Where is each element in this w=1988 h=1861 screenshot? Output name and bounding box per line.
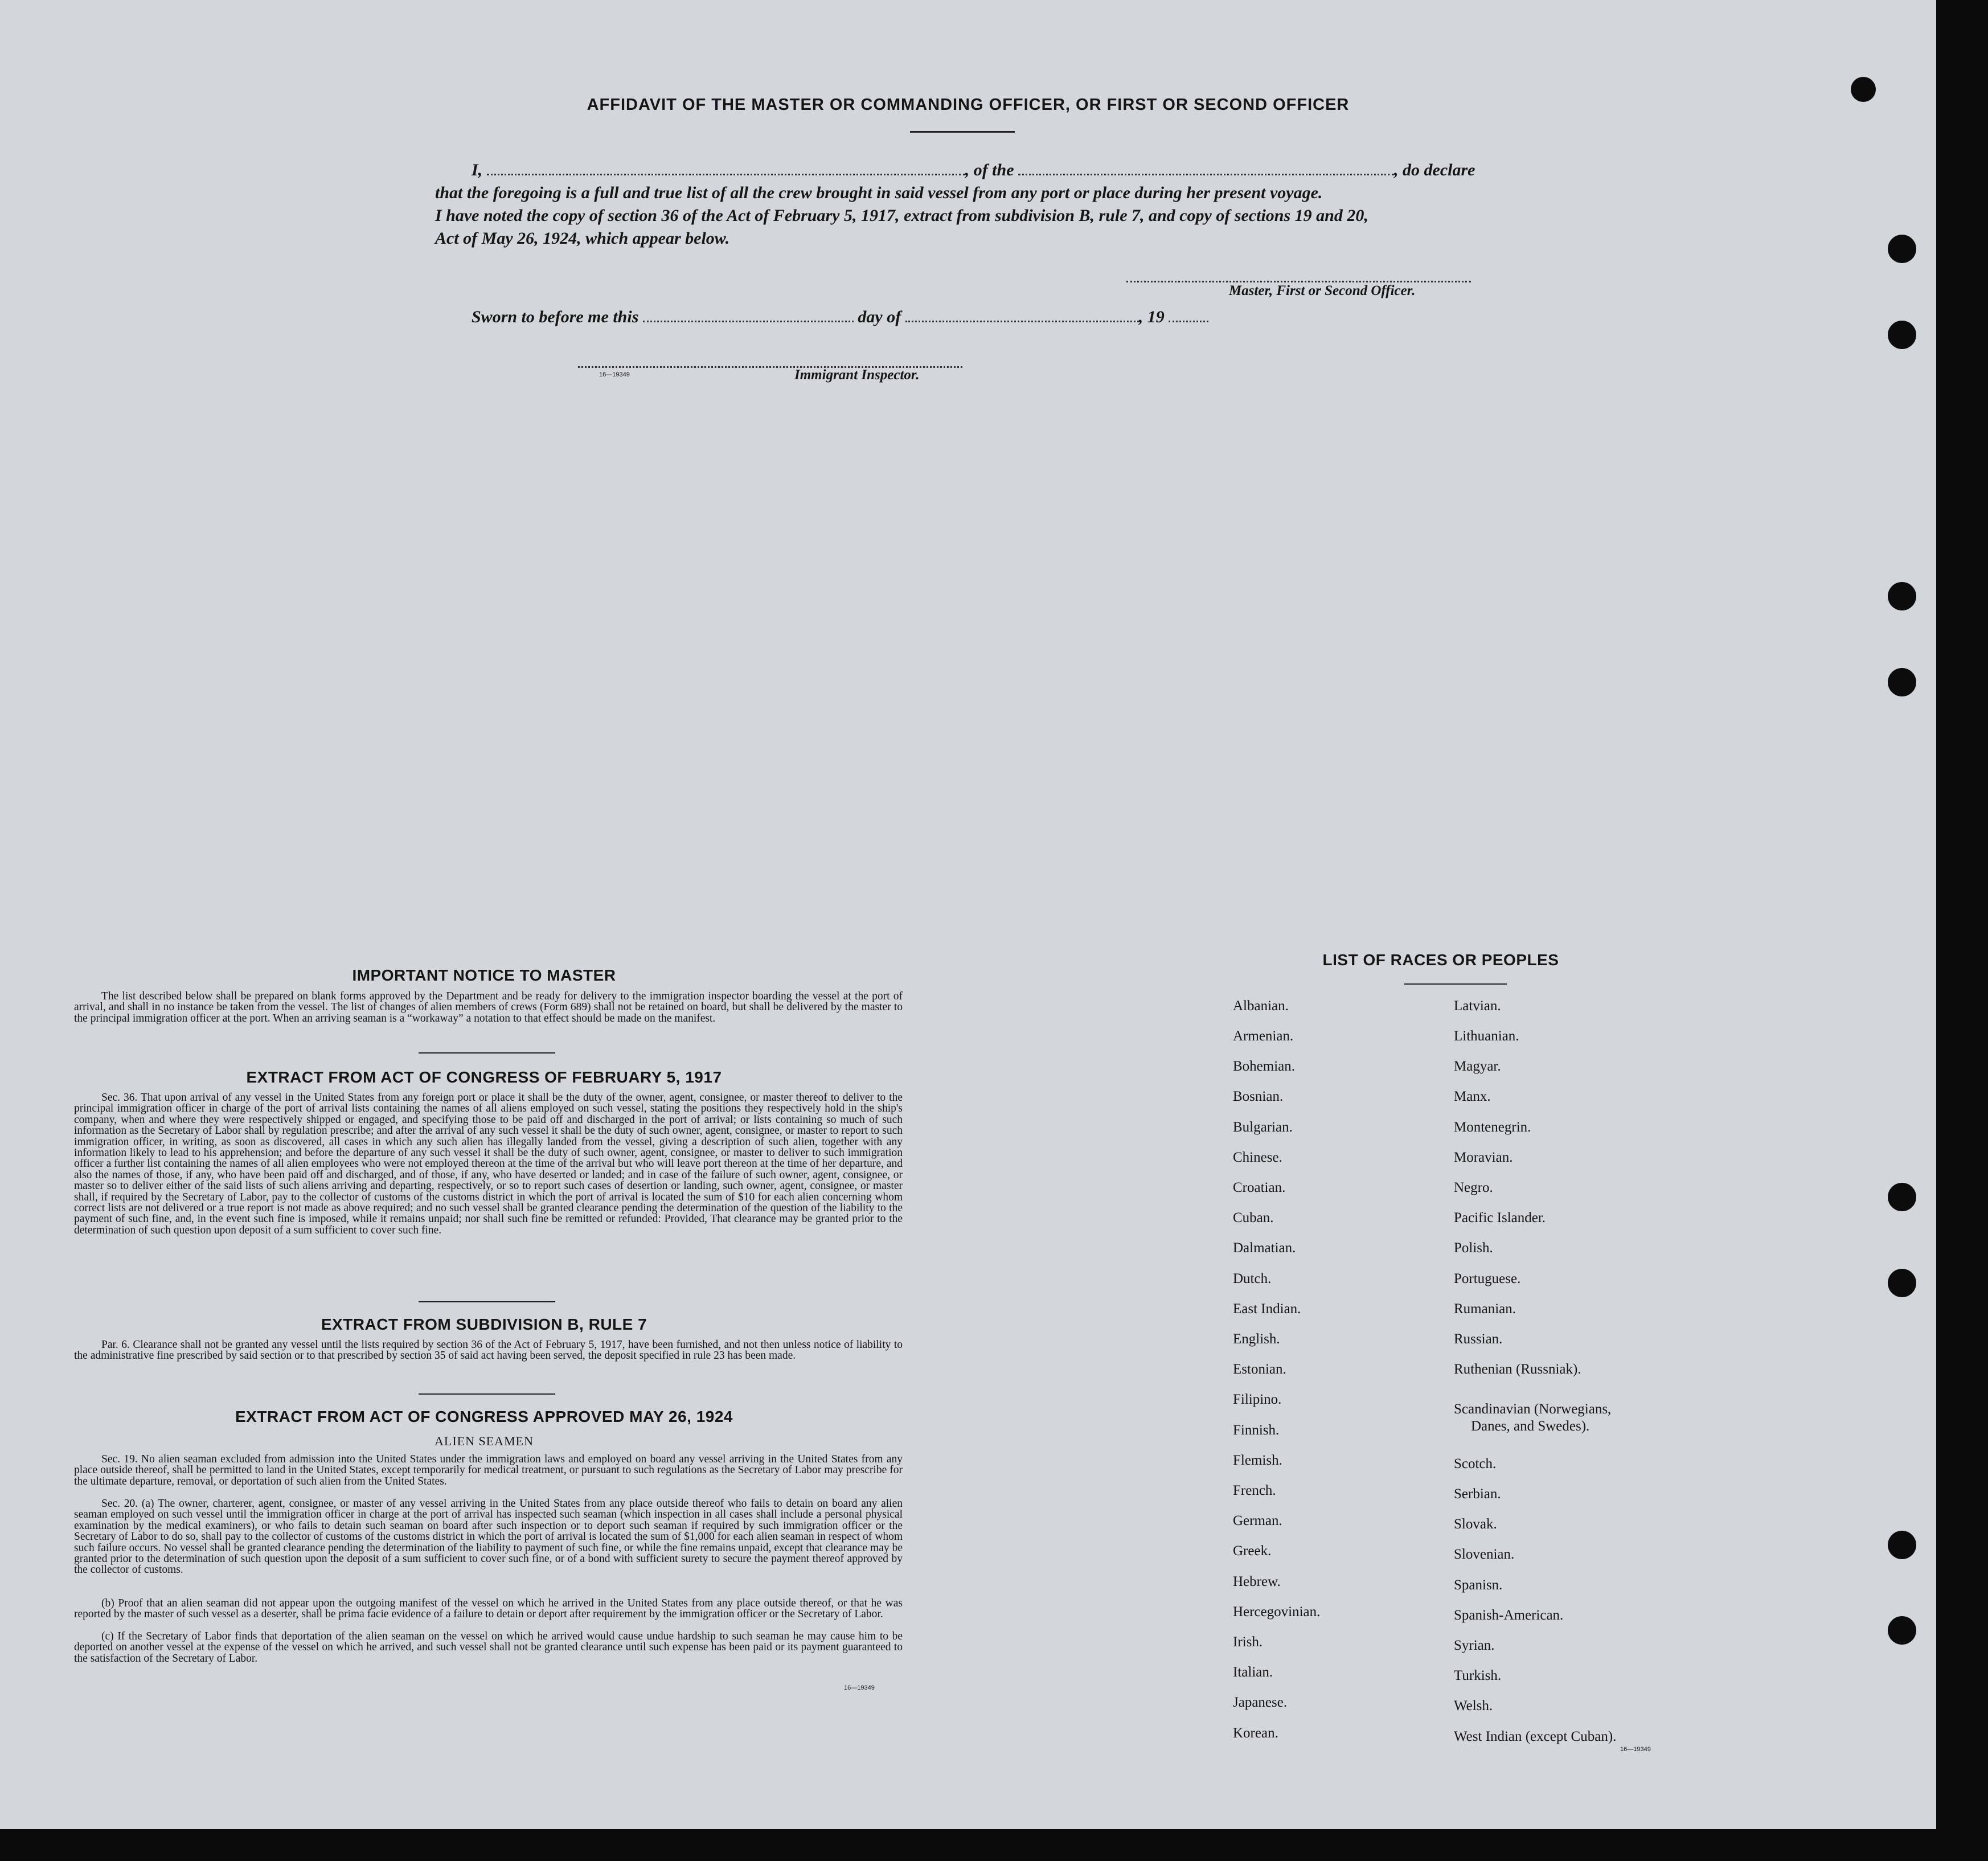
punch-hole xyxy=(1888,321,1916,349)
race-item: Filipino. xyxy=(1233,1392,1282,1407)
inspector-label: Immigrant Inspector. xyxy=(794,367,920,383)
race-item: Welsh. xyxy=(1454,1698,1493,1714)
affidavit-line-4: Act of May 26, 1924, which appear below. xyxy=(435,229,730,248)
races-title-underline xyxy=(1404,983,1507,985)
race-item: East Indian. xyxy=(1233,1301,1301,1317)
races-title: LIST OF RACES OR PEOPLES xyxy=(1322,951,1559,969)
race-item: Slovak. xyxy=(1454,1516,1497,1532)
punch-hole xyxy=(1888,1183,1916,1211)
race-item: Turkish. xyxy=(1454,1668,1502,1683)
race-item: Irish. xyxy=(1233,1634,1263,1650)
race-item: Dutch. xyxy=(1233,1271,1272,1286)
race-item: French. xyxy=(1233,1483,1276,1498)
form-number: 16—19349 xyxy=(1620,1746,1651,1753)
section-divider xyxy=(419,1393,555,1395)
inspector-signature-field[interactable] xyxy=(578,356,962,368)
vessel-name-field[interactable] xyxy=(1018,163,1394,175)
act-1917-title: EXTRACT FROM ACT OF CONGRESS OF FEBRUARY 5, 1917 xyxy=(246,1068,722,1086)
of-the-text: , of the xyxy=(965,161,1014,179)
race-item: Rumanian. xyxy=(1454,1301,1516,1317)
race-item: Pacific Islander. xyxy=(1454,1210,1546,1225)
notice-title: IMPORTANT NOTICE TO MASTER xyxy=(352,966,616,984)
race-item: Russian. xyxy=(1454,1331,1503,1347)
race-item: Ruthenian (Russniak). xyxy=(1454,1362,1581,1377)
sworn-month-field[interactable] xyxy=(905,310,1139,322)
act-1924-sec-20c: (c) If the Secretary of Labor finds that deportation of the alien seaman on the vessel on which he arrived would cause undue hardship to such seaman he may cause him to be deported on another vessel at the expense of the vessel on which he arrived, and such vessel shall not be granted clearance until such expense has been paid or its payment guaranteed to the satisfaction of the Secretary of Labor. xyxy=(74,1630,903,1665)
race-item: Lithuanian. xyxy=(1454,1028,1519,1044)
race-item: German. xyxy=(1233,1513,1282,1528)
race-item: Croatian. xyxy=(1233,1180,1286,1195)
race-item: Portuguese. xyxy=(1454,1271,1521,1286)
race-item: Italian. xyxy=(1233,1665,1273,1680)
section-divider xyxy=(419,1052,555,1054)
form-number: 16—19349 xyxy=(599,371,630,378)
day-of-text: day of xyxy=(858,308,901,326)
act-1924-sec-20a: Sec. 20. (a) The owner, charterer, agent, consignee, or master of any vessel arriving in the United States from any place outside thereof who fails to detain on board any alien seaman employed on such vessel until the immigration officer in charge at the port of arrival has inspected such seaman (which inspection in all cases shall include a personal physical examination by the medical examiners), or who fails to detain such seaman on board after such inspection or to deport such seaman if required by such immigration officer or the Secretary of Labor to do so, shall pay to the collector of customs of the customs district in which the port of arrival is located the sum of $1,000 for each alien seaman in respect of whom such failure occurs. No vessel shall be granted clearance pending the determination of the liability to payment of such fine, or while the fine remains unpaid, except that clearance may be granted prior to the determination of such question upon the deposit of a sum sufficient to cover such fine, or of a bond with sufficient surety to secure the payment thereof approved by the collector of customs. xyxy=(74,1498,903,1576)
form-number: 16—19349 xyxy=(844,1684,875,1691)
notice-text: The list described below shall be prepared on blank forms approved by the Department and be ready for delivery to the immigration inspector boarding the vessel at the port of arrival, and shall in no instance be taken from the vessel. The list of changes of alien members of crews (Form 689) shall not be retained on board, but shall be delivered by the master to the principal immigration officer at the port. When an arriving seaman is a “workaway” a notation to that effect should be made on the manifest. xyxy=(74,990,903,1024)
punch-hole xyxy=(1888,235,1916,263)
act-1924-sec-20b: (b) Proof that an alien seaman did not appear upon the outgoing manifest of the vessel on which he arrived in the United States from any place outside thereof, or that he was reported by the master of such vessel as a deserter, shall be prima facie evidence of a failure to detain or deport after requirement by the immigration officer or the Secretary of Labor. xyxy=(74,1597,903,1621)
title-underline xyxy=(910,131,1015,133)
declarant-prefix: I, xyxy=(472,161,483,179)
punch-hole xyxy=(1851,77,1876,102)
punch-hole xyxy=(1888,1616,1916,1645)
race-item: Japanese. xyxy=(1233,1695,1288,1710)
act-1917-text: Sec. 36. That upon arrival of any vessel in the United States from any foreign port or place it shall be the duty of the owner, agent, consignee, or master thereof to deliver to the principal immigration officer in charge of the port of arrival lists containing the names of all aliens employed on such vessel, stating the positions they respectively hold in the ship's company, when and where they were respectively shipped or engaged, and specifying those to be paid off and discharged in the port of arrival; or lists containing so much of such information as the Secretary of Labor shall by regulation prescribe; and after the arrival of any such vessel it shall be the duty of such owner, agent, consignee, or master to report to such immigration officer, in writing, as soon as discovered, all cases in which any such alien has illegally landed from the vessel, giving a description of such alien, together with any information likely to lead to his apprehension; and before the departure of any such vessel it shall be the duty of such owner, agent, consignee, or master to deliver to such immigration officer a further list containing the names of all alien employees who were not employed thereon at the time of the arrival but who will leave port thereon at the time of her departure, and also the names of those, if any, who have been paid off and discharged, and of those, if any, who have deserted or landed; and in case of the failure of such owner, agent, consignee, or master so to deliver either of the said lists of such aliens arriving and departing, respectively, or so to report such cases of desertion or landing, such owner, agent, consignee, or master shall, if required by the Secretary of Labor, pay to the collector of customs of the customs district in which the port of arrival is located the sum of $10 for each alien concerning whom correct lists are not delivered or a true report is not made as above required; and no such vessel shall be granted clearance pending the determination of the question of the liability to the payment of such fine, and, in the event such fine is imposed, while it remains unpaid; nor shall such fine be remitted or refunded: Provided, That clearance may be granted prior to the determination of such question upon deposit of a sum sufficient to cover such fine. xyxy=(74,1092,903,1236)
affidavit-line-2: that the foregoing is a full and true list of all the crew brought in said vessel from any port or place during her present voyage. xyxy=(435,183,1323,202)
master-signature-label: Master, First or Second Officer. xyxy=(1229,283,1416,298)
race-item: Scandinavian (Norwegians, xyxy=(1454,1401,1612,1417)
rule-7-text: Par. 6. Clearance shall not be granted any vessel until the lists required by section 36 of the Act of February 5, 1917, have been furnished, and not then unless notice of liability to the administrative fine prescribed by said section or to that prescribed by section 35 of said act having been served, the deposit specified in rule 23 has been made. xyxy=(74,1339,903,1362)
race-item: Flemish. xyxy=(1233,1453,1282,1468)
race-item: English. xyxy=(1233,1331,1280,1347)
race-item: Hercegovinian. xyxy=(1233,1604,1321,1620)
affidavit-title: AFFIDAVIT OF THE MASTER OR COMMANDING OFFICER, OR FIRST OR SECOND OFFICER xyxy=(587,96,1350,114)
punch-hole xyxy=(1888,582,1916,610)
race-item: Greek. xyxy=(1233,1543,1272,1559)
race-item: Bosnian. xyxy=(1233,1089,1284,1104)
year-prefix: , 19 xyxy=(1138,308,1165,326)
race-item: Bohemian. xyxy=(1233,1059,1296,1074)
race-item: Serbian. xyxy=(1454,1486,1501,1502)
do-declare-text: , do declare xyxy=(1394,161,1475,179)
punch-hole xyxy=(1888,668,1916,696)
race-item: Estonian. xyxy=(1233,1362,1286,1377)
race-item: Slovenian. xyxy=(1454,1547,1515,1562)
rule-7-title: EXTRACT FROM SUBDIVISION B, RULE 7 xyxy=(321,1315,647,1333)
race-item: Danes, and Swedes). xyxy=(1471,1419,1590,1434)
race-item: Bulgarian. xyxy=(1233,1120,1293,1135)
affidavit-line-3: I have noted the copy of section 36 of the Act of February 5, 1917, extract from subdivision B, rule 7, and copy of sections 19 and 20, xyxy=(435,206,1368,225)
race-item: Dalmatian. xyxy=(1233,1240,1296,1256)
act-1924-sec-19: Sec. 19. No alien seaman excluded from admission into the United States under the immigration laws and employed on board any vessel arriving in the United States from any place outside thereof, shall be permitted to land in the United States, except temporarily for medical treatment, or pursuant to such regulations as the Secretary of Labor may prescribe for the ultimate departure, removal, or deportation of such alien from the United States. xyxy=(74,1453,903,1487)
race-item: Cuban. xyxy=(1233,1210,1274,1225)
sworn-year-field[interactable] xyxy=(1169,310,1208,322)
act-1924-title: EXTRACT FROM ACT OF CONGRESS APPROVED MAY 26, 1924 xyxy=(235,1408,733,1425)
affidavit-line-1 xyxy=(472,161,1497,180)
declarant-name-field[interactable] xyxy=(487,163,965,175)
race-item: Chinese. xyxy=(1233,1150,1282,1165)
race-item: Manx. xyxy=(1454,1089,1491,1104)
race-item: West Indian (except Cuban). xyxy=(1454,1729,1617,1744)
sworn-text: Sworn to before me this xyxy=(472,308,639,326)
race-item: Albanian. xyxy=(1233,998,1289,1014)
race-item: Syrian. xyxy=(1454,1638,1495,1653)
race-item: Scotch. xyxy=(1454,1456,1497,1471)
race-item: Korean. xyxy=(1233,1725,1278,1741)
race-item: Finnish. xyxy=(1233,1423,1280,1438)
race-item: Armenian. xyxy=(1233,1028,1294,1044)
race-item: Negro. xyxy=(1454,1180,1493,1195)
race-item: Spanisn. xyxy=(1454,1577,1503,1593)
race-item: Spanish-American. xyxy=(1454,1608,1564,1623)
race-item: Magyar. xyxy=(1454,1059,1501,1074)
section-divider xyxy=(419,1301,555,1302)
punch-hole xyxy=(1888,1531,1916,1559)
master-signature-field[interactable] xyxy=(1126,270,1471,282)
race-item: Hebrew. xyxy=(1233,1574,1281,1589)
alien-seamen-subtitle: ALIEN SEAMEN xyxy=(435,1434,534,1448)
sworn-line xyxy=(472,308,1208,327)
race-item: Montenegrin. xyxy=(1454,1120,1531,1135)
sworn-day-field[interactable] xyxy=(643,310,854,322)
race-item: Latvian. xyxy=(1454,998,1501,1014)
punch-hole xyxy=(1888,1269,1916,1297)
race-item: Moravian. xyxy=(1454,1150,1513,1165)
race-item: Polish. xyxy=(1454,1240,1493,1256)
